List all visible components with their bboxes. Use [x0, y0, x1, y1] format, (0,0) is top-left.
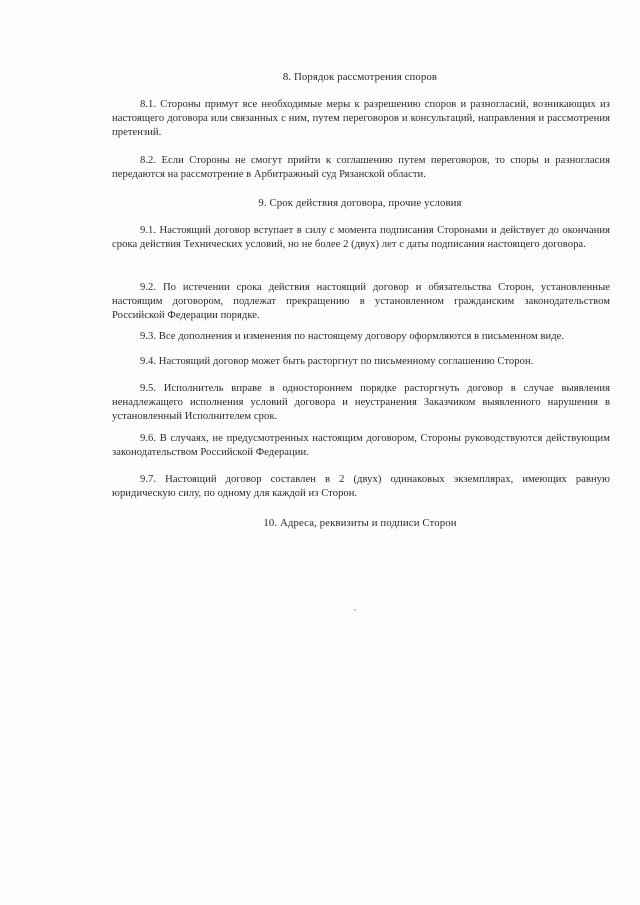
paragraph-9-3: 9.3. Все дополнения и изменения по настоящему договору оформляются в письменном виде.: [140, 331, 565, 342]
section-10-heading: 10. Адреса, реквизиты и подписи Сторон: [263, 517, 457, 529]
paragraph-9-5: 9.5. Исполнитель вправе в одностороннем порядке расторгнуть договор в случае выявления ненадлежащего исполнения условий договора и неустранения Заказчиком выявленного нарушения в установленный Исполнителем срок.: [112, 383, 610, 423]
paragraph-9-1: 9.1. Настоящий договор вступает в силу с момента подписания Сторонами и действует до окончания срока действия Технических условий, но не более 2 (двух) лет с даты подписания настоящего договора.: [112, 225, 610, 251]
paragraph-9-2: 9.2. По истечении срока действия настоящий договор и обязательства Сторон, установленные настоящим договором, подлежат прекращению в установленном гражданским законодательством Российской Федерации порядке.: [112, 282, 610, 322]
section-8-heading: 8. Порядок рассмотрения споров: [282, 71, 438, 83]
paragraph-9-6: 9.6. В случаях, не предусмотренных настоящим договором, Стороны руководствуются действующим законодательством Российской Федерации.: [112, 433, 610, 459]
scan-speck: [354, 609, 356, 611]
paragraph-8-2: 8.2. Если Стороны не смогут прийти к соглашению путем переговоров, то споры и разногласия передаются на рассмотрение в Арбитражный суд Рязанской области.: [112, 155, 610, 181]
paragraph-9-7: 9.7. Настоящий договор составлен в 2 (двух) одинаковых экземплярах, имеющих равную юридическую силу, по одному для каждой из Сторон.: [112, 474, 610, 500]
paragraph-8-1: 8.1. Стороны примут все необходимые меры к разрешению споров и разногласий, возникающих из настоящего договора или связанных с ним, путем переговоров и консультаций, направления и рассмотрения претензий.: [112, 99, 610, 139]
section-9-heading: 9. Срок действия договора, прочие условия: [258, 197, 462, 209]
paragraph-9-4: 9.4. Настоящий договор может быть расторгнут по письменному соглашению Сторон.: [140, 356, 534, 367]
